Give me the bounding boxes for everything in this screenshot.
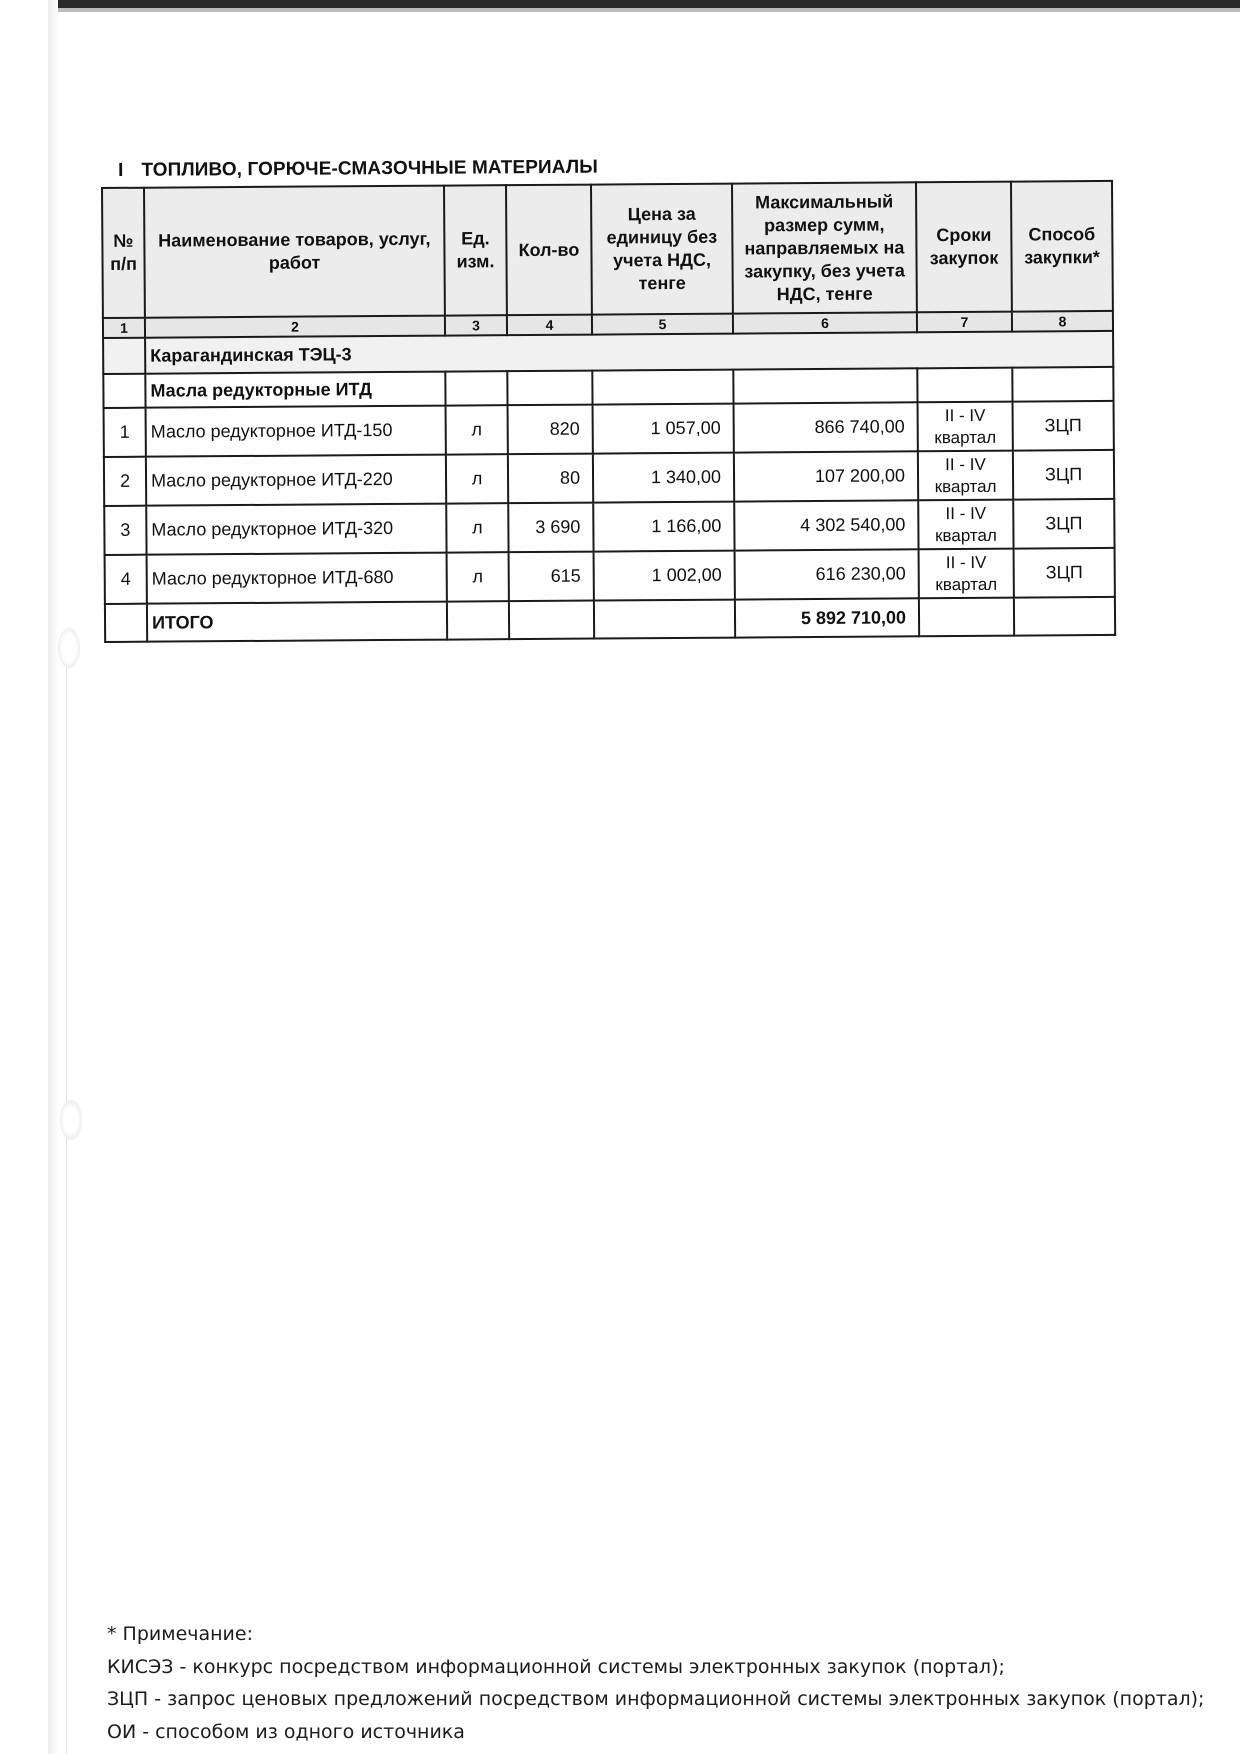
row-number: 2 — [104, 457, 146, 506]
row-period-range: II - IV — [945, 503, 987, 523]
row-total: 107 200,00 — [734, 451, 918, 501]
header-name: Наименование товаров, услуг, работ — [144, 186, 445, 318]
scan-top-border — [55, 0, 1240, 8]
row-qty: 820 — [508, 405, 593, 455]
row-period-range: II - IV — [944, 405, 986, 425]
row-unit: л — [446, 503, 508, 552]
header-total: Максимальный размер сумм, направляемых на закупку, без учета НДС, тенге — [732, 182, 917, 313]
section-number: I — [118, 159, 124, 181]
column-number: 5 — [592, 314, 733, 335]
footnote-line: ОИ - способом из одного источника — [107, 1720, 465, 1743]
row-price: 1 057,00 — [593, 404, 734, 454]
row-qty: 615 — [509, 552, 594, 602]
row-period — [919, 549, 1014, 599]
row-number: 4 — [105, 555, 147, 604]
column-number: 1 — [103, 318, 145, 338]
row-qty: 3 690 — [508, 503, 593, 553]
row-number: 3 — [104, 506, 146, 555]
subgroup-title: Масла редукторные ИТД — [145, 372, 445, 408]
column-number: 4 — [507, 315, 592, 336]
table-row — [104, 499, 1114, 555]
row-unit: л — [447, 552, 509, 601]
row-total: 616 230,00 — [735, 549, 919, 599]
row-period — [918, 500, 1013, 550]
header-qty: Кол-во — [506, 185, 592, 316]
column-number: 2 — [145, 316, 445, 338]
row-name: Масло редукторное ИТД-220 — [146, 455, 446, 506]
row-period — [918, 402, 1013, 452]
row-qty: 80 — [508, 454, 593, 504]
scan-left-crease — [66, 640, 67, 1754]
punch-hole — [58, 628, 80, 668]
header-row — [102, 181, 1113, 318]
row-period-range: II - IV — [945, 552, 987, 572]
punch-hole — [60, 1100, 82, 1140]
header-method: Способ закупки* — [1011, 181, 1113, 312]
row-period-unit: квартал — [935, 574, 998, 594]
footnote — [107, 1618, 1204, 1748]
row-method: ЗЦП — [1013, 401, 1114, 451]
header-period: Сроки закупок — [916, 182, 1012, 313]
scan-left-edge — [48, 0, 58, 1754]
row-price: 1 166,00 — [593, 502, 734, 552]
header-no: № п/п — [102, 188, 145, 318]
row-unit: л — [446, 454, 508, 503]
procurement-table — [101, 180, 1116, 643]
row-period-unit: квартал — [934, 525, 997, 545]
column-number: 6 — [733, 312, 917, 333]
scan-top-shadow — [55, 8, 1240, 12]
row-period-unit: квартал — [934, 427, 997, 447]
header-unit: Ед. изм. — [444, 185, 507, 315]
group-title: Карагандинская ТЭЦ-3 — [145, 331, 1113, 374]
row-price: 1 340,00 — [593, 453, 734, 503]
subgroup-row-no — [103, 374, 145, 408]
table-row — [104, 450, 1114, 506]
footnote-title: * Примечание: — [107, 1623, 253, 1645]
group-row-no — [103, 338, 145, 374]
row-method: ЗЦП — [1013, 499, 1114, 549]
column-number: 3 — [445, 315, 507, 335]
section-title: ТОПЛИВО, ГОРЮЧЕ-СМАЗОЧНЫЕ МАТЕРИАЛЫ — [141, 156, 599, 181]
row-unit: л — [446, 405, 508, 454]
total-label: ИТОГО — [147, 602, 447, 642]
column-number: 8 — [1012, 311, 1113, 332]
row-number: 1 — [104, 408, 146, 457]
row-name: Масло редукторное ИТД-150 — [146, 406, 446, 457]
row-period-unit: квартал — [934, 476, 997, 496]
column-number: 7 — [917, 312, 1012, 333]
row-name: Масло редукторное ИТД-320 — [146, 504, 446, 555]
row-method: ЗЦП — [1014, 548, 1115, 598]
row-total: 4 302 540,00 — [734, 500, 918, 550]
footnote-line: ЗЦП - запрос ценовых предложений посредством информационной системы электронных закупок (портал); — [107, 1688, 1205, 1710]
row-period-range: II - IV — [945, 454, 986, 474]
section-heading — [118, 157, 598, 182]
row-price: 1 002,00 — [594, 551, 735, 601]
row-period — [918, 451, 1013, 501]
table-row — [104, 401, 1114, 457]
header-price: Цена за единицу без учета НДС, тенге — [591, 184, 733, 315]
row-name: Масло редукторное ИТД-680 — [147, 553, 447, 604]
total-row — [105, 597, 1115, 642]
total-value: 5 892 710,00 — [735, 598, 919, 637]
row-method: ЗЦП — [1013, 450, 1114, 500]
table-row — [105, 548, 1115, 604]
footnote-line: КИСЭЗ - конкурс посредством информационной системы электронных закупок (портал); — [107, 1655, 1005, 1678]
row-total: 866 740,00 — [734, 402, 918, 452]
